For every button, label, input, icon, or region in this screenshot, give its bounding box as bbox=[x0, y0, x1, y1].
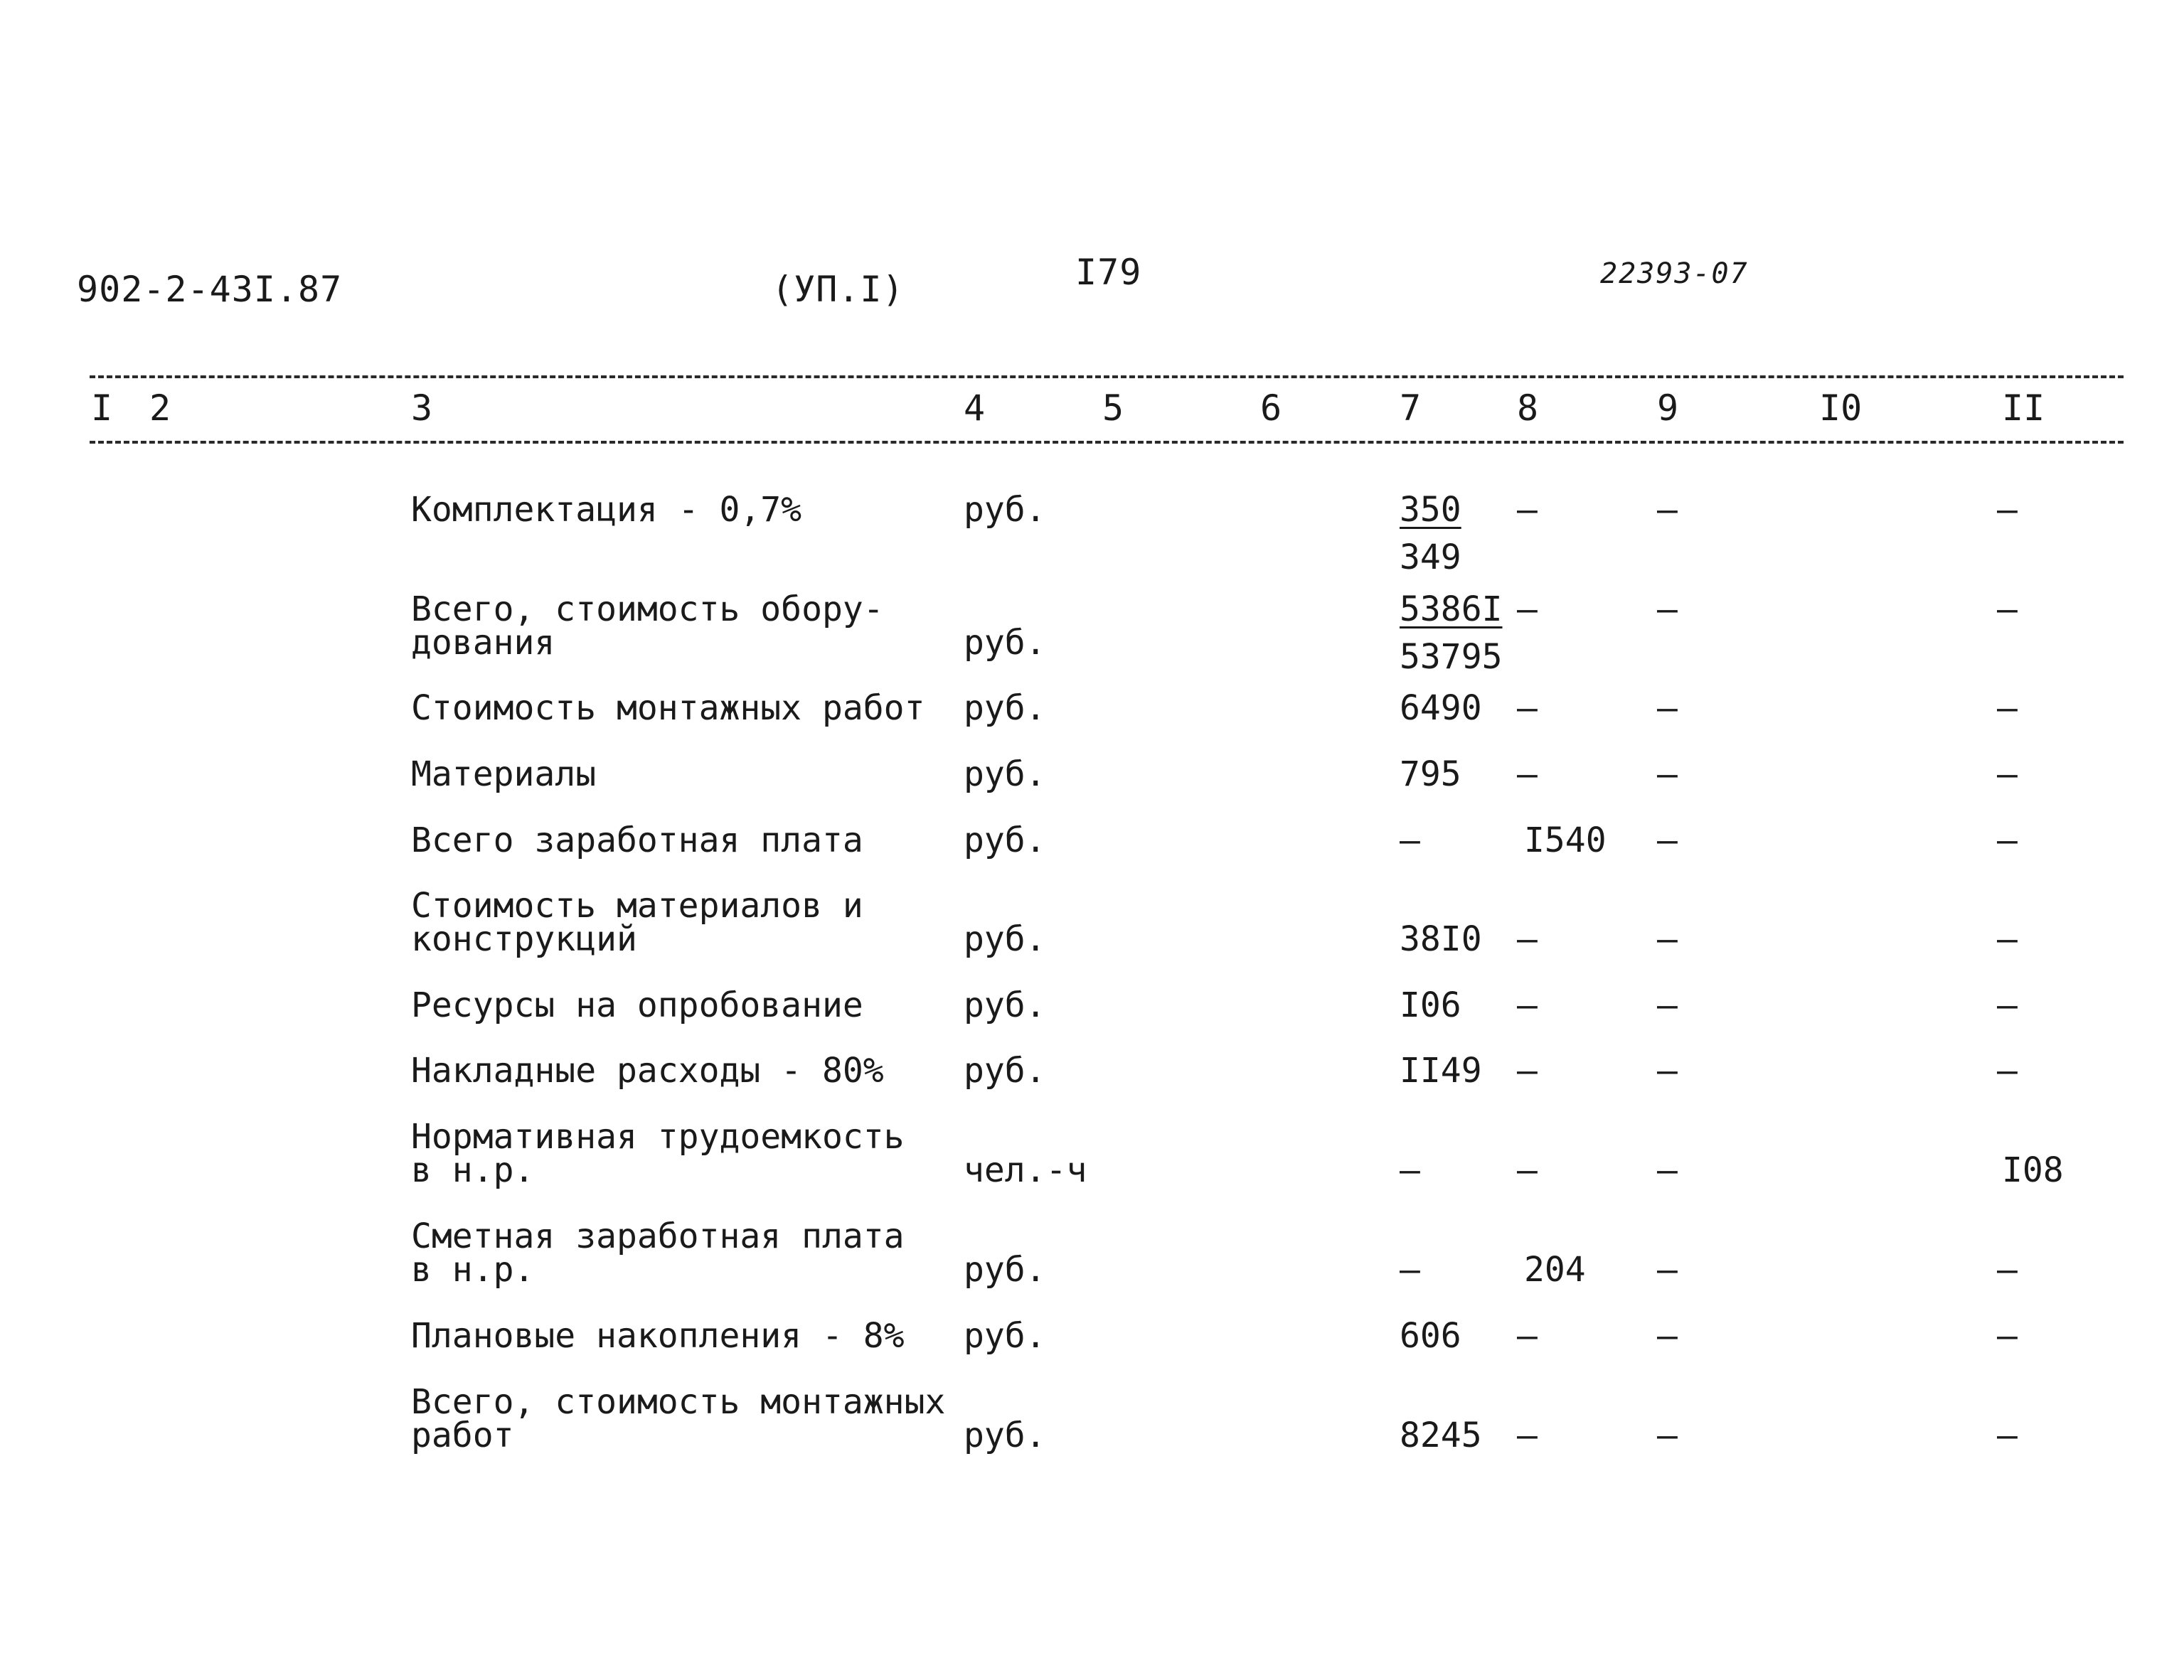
row-col8-value: – bbox=[1517, 1416, 1538, 1455]
row-col7-value: 5386I bbox=[1400, 589, 1503, 629]
row-col8-value: 204 bbox=[1524, 1250, 1586, 1290]
row-unit: руб. bbox=[964, 820, 1046, 860]
row-col9-value: – bbox=[1657, 1416, 1678, 1455]
row-name: Ресурсы на опробование bbox=[411, 985, 863, 1025]
row-unit: руб. bbox=[964, 688, 1046, 728]
row-name-line2: в н.р. bbox=[411, 1150, 535, 1190]
row-name-line2: работ bbox=[411, 1416, 514, 1455]
row-col7-second-value: 349 bbox=[1400, 537, 1461, 577]
row-col11-value: – bbox=[1997, 589, 2018, 629]
row-col7-value: II49 bbox=[1400, 1051, 1482, 1091]
column-number: 6 bbox=[1260, 387, 1282, 429]
column-number: 9 bbox=[1657, 387, 1679, 429]
row-name-line1: Стоимость материалов и bbox=[411, 886, 863, 926]
row-col8-value: – bbox=[1517, 1316, 1538, 1356]
row-col7-value: 795 bbox=[1400, 754, 1461, 794]
row-name-line2: конструкций bbox=[411, 919, 637, 959]
row-col11-value: I08 bbox=[2002, 1150, 2064, 1190]
row-name-line1: Нормативная трудоемкость bbox=[411, 1117, 905, 1157]
row-col11-value: – bbox=[1997, 1250, 2018, 1290]
column-number: II bbox=[2002, 387, 2045, 429]
row-col7-value: – bbox=[1400, 1150, 1420, 1190]
row-col7-second-value: 53795 bbox=[1400, 637, 1503, 677]
row-col8-value: – bbox=[1517, 1051, 1538, 1091]
row-name: Материалы bbox=[411, 754, 597, 794]
row-name-line1: Всего, стоимость монтажных bbox=[411, 1382, 946, 1422]
row-unit: руб. bbox=[964, 1250, 1046, 1290]
row-col9-value: – bbox=[1657, 1150, 1678, 1190]
section-label: (УП.I) bbox=[772, 269, 905, 310]
row-col11-value: – bbox=[1997, 754, 2018, 794]
row-col8-value: – bbox=[1517, 1150, 1538, 1190]
row-col8-value: – bbox=[1517, 490, 1538, 530]
row-col9-value: – bbox=[1657, 985, 1678, 1025]
page-number: I79 bbox=[1075, 252, 1142, 293]
row-col11-value: – bbox=[1997, 490, 2018, 530]
row-col7-value: 8245 bbox=[1400, 1416, 1482, 1455]
row-col7-value: – bbox=[1400, 820, 1420, 860]
document-code: 902-2-43I.87 bbox=[77, 269, 343, 310]
row-unit: руб. bbox=[964, 919, 1046, 959]
row-col8-value: – bbox=[1517, 985, 1538, 1025]
row-name: Комплектация - 0,7% bbox=[411, 490, 802, 530]
row-col8-value: I540 bbox=[1524, 820, 1607, 860]
row-col7-value: 350 bbox=[1400, 490, 1461, 530]
column-number: I bbox=[91, 387, 113, 429]
header-top-rule bbox=[90, 375, 2124, 378]
row-col11-value: – bbox=[1997, 985, 2018, 1025]
column-number: I0 bbox=[1819, 387, 1863, 429]
row-col7-value: 606 bbox=[1400, 1316, 1461, 1356]
row-unit: руб. bbox=[964, 490, 1046, 530]
row-col9-value: – bbox=[1657, 820, 1678, 860]
row-col7-value: 6490 bbox=[1400, 688, 1482, 728]
row-col7-value: – bbox=[1400, 1250, 1420, 1290]
row-col9-value: – bbox=[1657, 919, 1678, 959]
row-col9-value: – bbox=[1657, 1316, 1678, 1356]
row-col8-value: – bbox=[1517, 919, 1538, 959]
row-unit: руб. bbox=[964, 1316, 1046, 1356]
row-unit: руб. bbox=[964, 623, 1046, 663]
row-col8-value: – bbox=[1517, 688, 1538, 728]
row-col7-value: I06 bbox=[1400, 985, 1461, 1025]
row-unit: руб. bbox=[964, 1051, 1046, 1091]
row-name: Стоимость монтажных работ bbox=[411, 688, 925, 728]
column-number: 8 bbox=[1517, 387, 1539, 429]
row-unit: руб. bbox=[964, 985, 1046, 1025]
row-col11-value: – bbox=[1997, 919, 2018, 959]
row-unit: руб. bbox=[964, 754, 1046, 794]
row-col9-value: – bbox=[1657, 1051, 1678, 1091]
row-unit: руб. bbox=[964, 1416, 1046, 1455]
row-col11-value: – bbox=[1997, 1316, 2018, 1356]
row-name-line2: в н.р. bbox=[411, 1250, 535, 1290]
column-number: 3 bbox=[411, 387, 433, 429]
column-number: 5 bbox=[1102, 387, 1124, 429]
row-col11-value: – bbox=[1997, 820, 2018, 860]
row-col7-value: 38I0 bbox=[1400, 919, 1482, 959]
row-col11-value: – bbox=[1997, 1416, 2018, 1455]
row-unit: чел.-ч bbox=[964, 1150, 1087, 1190]
column-number: 7 bbox=[1400, 387, 1422, 429]
column-number: 4 bbox=[964, 387, 986, 429]
row-col11-value: – bbox=[1997, 1051, 2018, 1091]
row-name-line2: дования bbox=[411, 623, 555, 663]
row-name: Плановые накопления - 8% bbox=[411, 1316, 905, 1356]
row-col8-value: – bbox=[1517, 754, 1538, 794]
column-number: 2 bbox=[149, 387, 171, 429]
row-col9-value: – bbox=[1657, 754, 1678, 794]
row-col9-value: – bbox=[1657, 490, 1678, 530]
header-bottom-rule bbox=[90, 441, 2124, 444]
archive-number: 22393-07 bbox=[1600, 257, 1749, 290]
row-name-line1: Всего, стоимость обору- bbox=[411, 589, 884, 629]
row-name: Всего заработная плата bbox=[411, 820, 863, 860]
row-col11-value: – bbox=[1997, 688, 2018, 728]
row-col8-value: – bbox=[1517, 589, 1538, 629]
row-name: Накладные расходы - 80% bbox=[411, 1051, 884, 1091]
row-name-line1: Сметная заработная плата bbox=[411, 1216, 905, 1256]
row-col9-value: – bbox=[1657, 589, 1678, 629]
row-col9-value: – bbox=[1657, 688, 1678, 728]
row-col9-value: – bbox=[1657, 1250, 1678, 1290]
